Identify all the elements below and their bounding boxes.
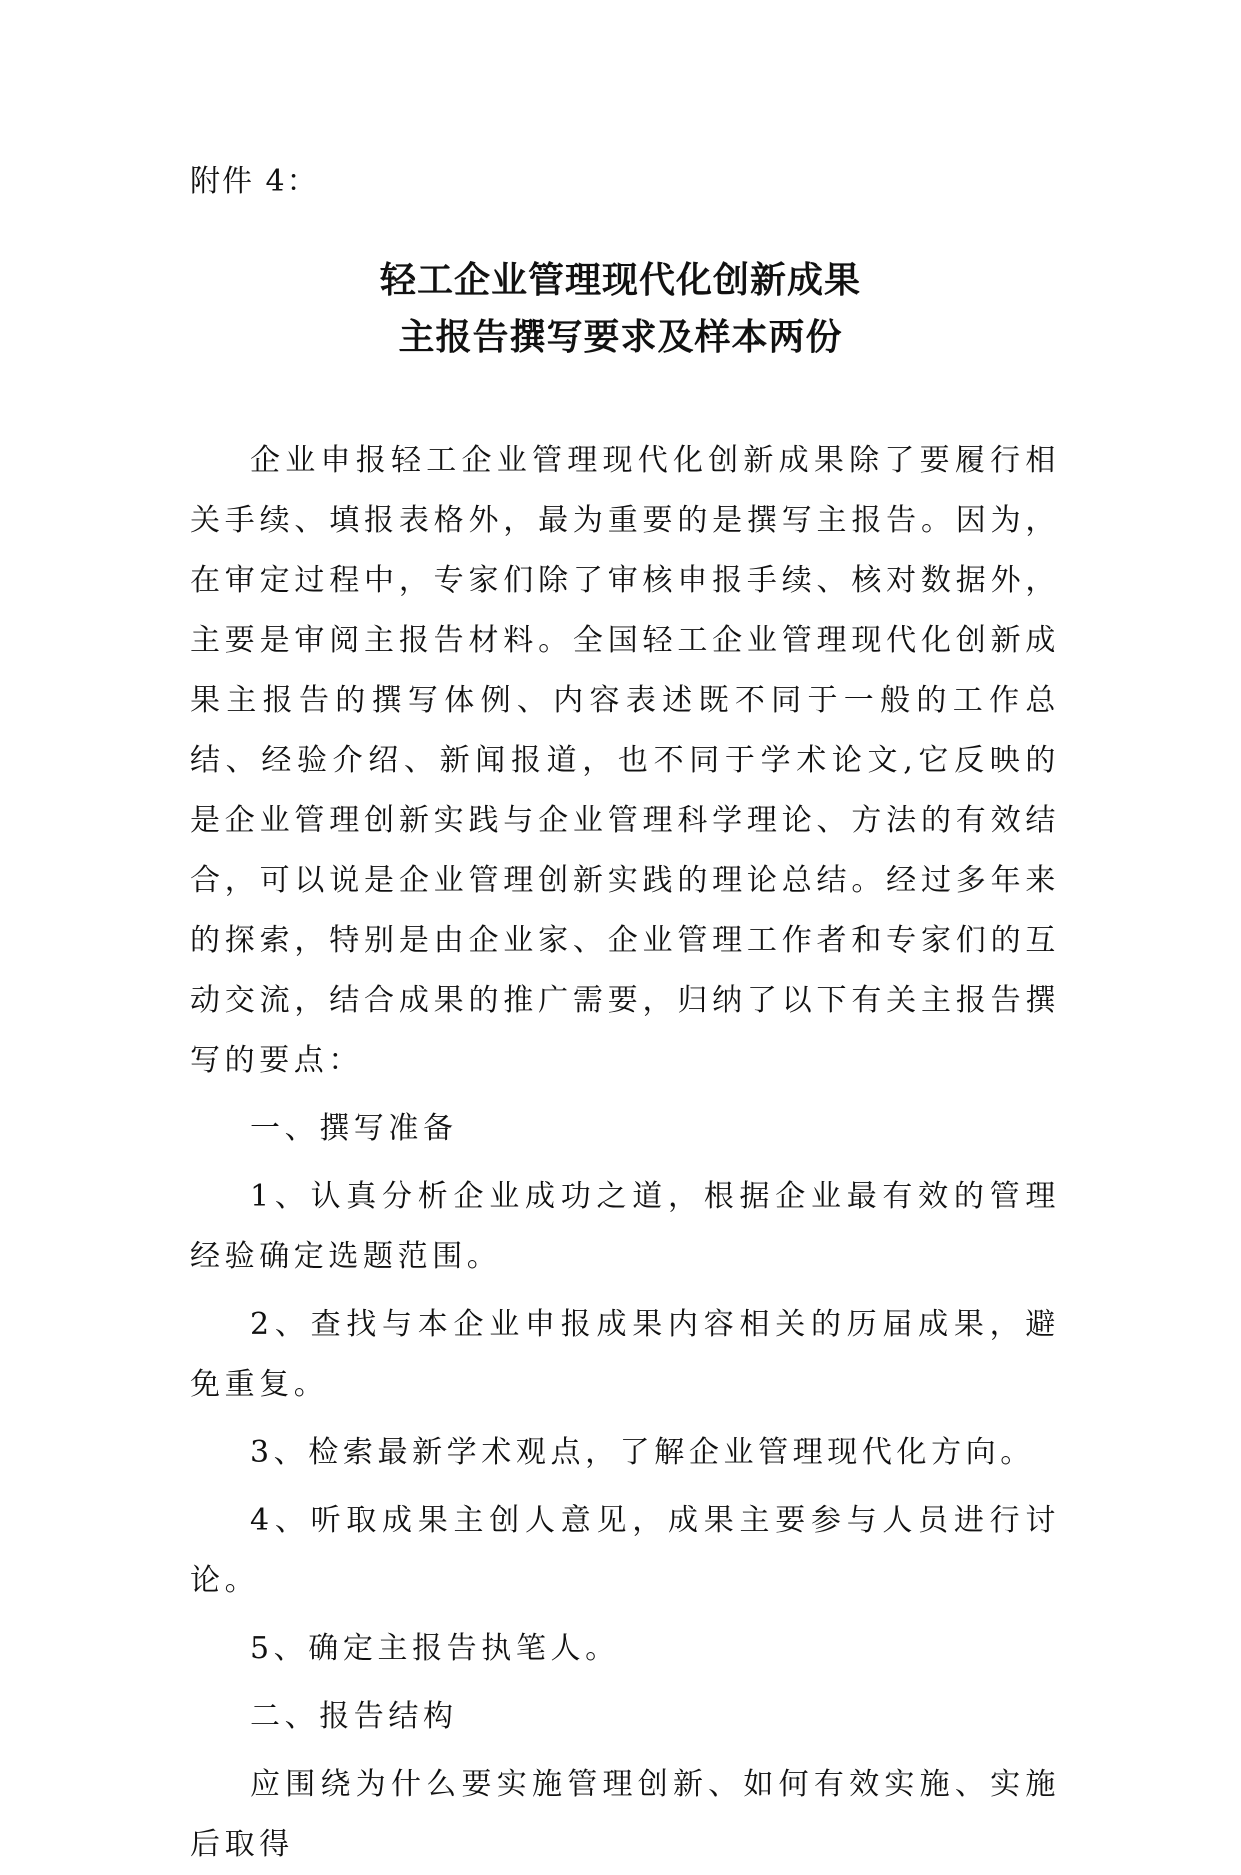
- list-item-5: 5、确定主报告执笔人。: [250, 1631, 620, 1666]
- intro-paragraph: 企业申报轻工企业管理现代化创新成果除了要履行相关手续、填报表格外，最为重要的是撰写主报告。因为，在审定过程中，专家们除了审核申报手续、核对数据外，主要是审阅主报告材料。全国轻工企业管理现代化创新成果主报告的撰写体例、内容表述既不同于一般的工作总结、经验介绍、新闻报道，也不同于学术论文,它反映的是企业管理创新实践与企业管理科学理论、方法的有效结合，可以说是企业管理创新实践的理论总结。经过多年来的探索，特别是由企业家、企业管理工作者和专家们的互动交流，结合成果的推广需要，归纳了以下有关主报告撰写的要点：: [190, 443, 1060, 1078]
- section-heading-report-structure: 二、报告结构: [250, 1699, 458, 1734]
- section-heading-writing-preparation: 一、撰写准备: [250, 1111, 458, 1146]
- document-title-line-2: 主报告撰写要求及样本两份: [398, 316, 843, 358]
- document-body: [190, 431, 1060, 1875]
- list-item-1: 1、认真分析企业成功之道，根据企业最有效的管理经验确定选题范围。: [190, 1179, 1060, 1274]
- list-item-4: 4、听取成果主创人意见，成果主要参与人员进行讨论。: [190, 1503, 1060, 1598]
- attachment-label: 附件 4：: [190, 164, 319, 199]
- list-item-2: 2、查找与本企业申报成果内容相关的历届成果，避免重复。: [190, 1307, 1060, 1402]
- document-title-line-1: 轻工企业管理现代化创新成果: [379, 259, 861, 301]
- list-item-3: 3、检索最新学术观点，了解企业管理现代化方向。: [250, 1435, 1035, 1470]
- structure-paragraph: 应围绕为什么要实施管理创新、如何有效实施、实施后取得: [190, 1767, 1060, 1862]
